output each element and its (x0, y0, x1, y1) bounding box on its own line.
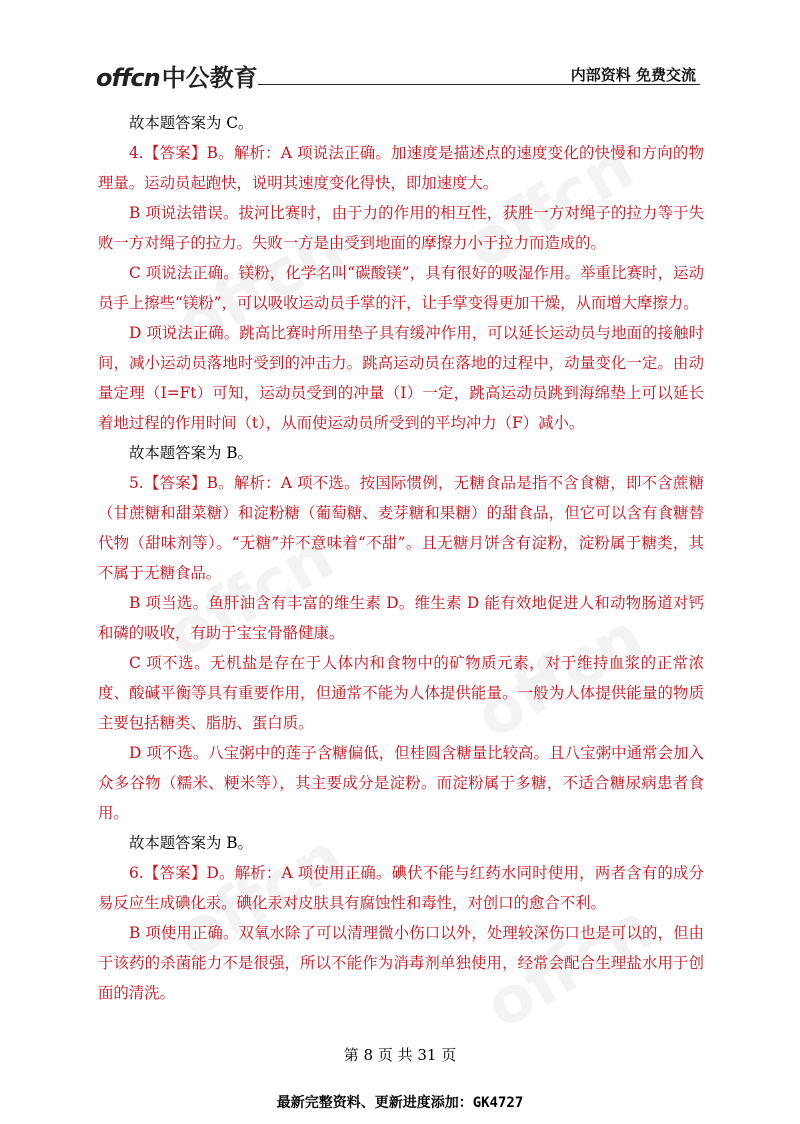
paragraph: 6.【答案】D。解析：A 项使用正确。碘伏不能与红药水同时使用，两者含有的成分易反应生成碘化汞。碘化汞对皮肤具有腐蚀性和毒性，对创口的愈合不利。 (98, 864, 704, 912)
logo-chinese: 中公教育 (161, 64, 258, 92)
paragraph: 故本题答案为 B。 (129, 444, 253, 462)
page-number: 第 8 页 共 31 页 (343, 1046, 457, 1064)
paragraph: D 项说法正确。跳高比赛时所用垫子具有缓冲作用，可以延长运动员与地面的接触时间，减小运动员落地时受到的冲击力。跳高运动员在落地的过程中，动量变化一定。由动量定理（I=Ft）可知，运动员受到的冲量（I）一定，跳高运动员跳到海绵垫上可以延长着地过程的作用时间（t），从而使运动员所受到的平均冲力（F）减小。 (98, 324, 704, 432)
paragraph: 故本题答案为 B。 (129, 834, 253, 852)
document-body (98, 108, 704, 1008)
paragraph: 4.【答案】B。解析：A 项说法正确。加速度是描述点的速度变化的快慢和方向的物理量。运动员起跑快，说明其速度变化得快，即加速度大。 (98, 144, 704, 192)
page-header (96, 52, 700, 92)
paragraph: D 项不选。八宝粥中的莲子含糖偏低，但桂圆含糖量比较高。且八宝粥中通常会加入众多谷物（糯米、粳米等），其主要成分是淀粉。而淀粉属于多糖，不适合糖尿病患者食用。 (98, 744, 704, 822)
paragraph: 故本题答案为 C。 (129, 114, 254, 132)
paragraph: B 项当选。鱼肝油含有丰富的维生素 D。维生素 D 能有效地促进人和动物肠道对钙和磷的吸收，有助于宝宝骨骼健康。 (98, 594, 704, 642)
logo-latin: offcn (96, 64, 160, 92)
paragraph: B 项使用正确。双氧水除了可以清理微小伤口以外，处理较深伤口也是可以的，但由于该药的杀菌能力不是很强，所以不能作为消毒剂单独使用，经常会配合生理盐水用于创面的清洗。 (98, 924, 704, 1002)
paragraph: C 项说法正确。镁粉，化学名叫“碳酸镁”，具有很好的吸湿作用。举重比赛时，运动员手上擦些“镁粉”，可以吸收运动员手掌的汗，让手掌变得更加干燥，从而增大摩擦力。 (98, 264, 704, 312)
footer-note: 最新完整资料、更新进度添加：GK4727 (276, 1095, 524, 1111)
offcn-logo (96, 58, 258, 93)
paragraph: C 项不选。无机盐是存在于人体内和食物中的矿物质元素，对于维持血浆的正常浓度、酸碱平衡等具有重要作用，但通常不能为人体提供能量。一般为人体提供能量的物质主要包括糖类、脂肪、蛋白质。 (98, 654, 704, 732)
header-tag: 内部资料 免费交流 (570, 66, 696, 84)
paragraph: B 项说法错误。拔河比赛时，由于力的作用的相互性，获胜一方对绳子的拉力等于失败一方对绳子的拉力。失败一方是由受到地面的摩擦力小于拉力而造成的。 (98, 204, 704, 252)
paragraph: 5.【答案】B。解析：A 项不选。按国际惯例，无糖食品是指不含食糖，即不含蔗糖（甘蔗糖和甜菜糖）和淀粉糖（葡萄糖、麦芽糖和果糖）的甜食品，但它可以含有食糖替代物（甜味剂等）。“无糖”并不意味着“不甜”。且无糖月饼含有淀粉，淀粉属于糖类，其不属于无糖食品。 (98, 474, 704, 582)
header-rule (258, 84, 700, 85)
